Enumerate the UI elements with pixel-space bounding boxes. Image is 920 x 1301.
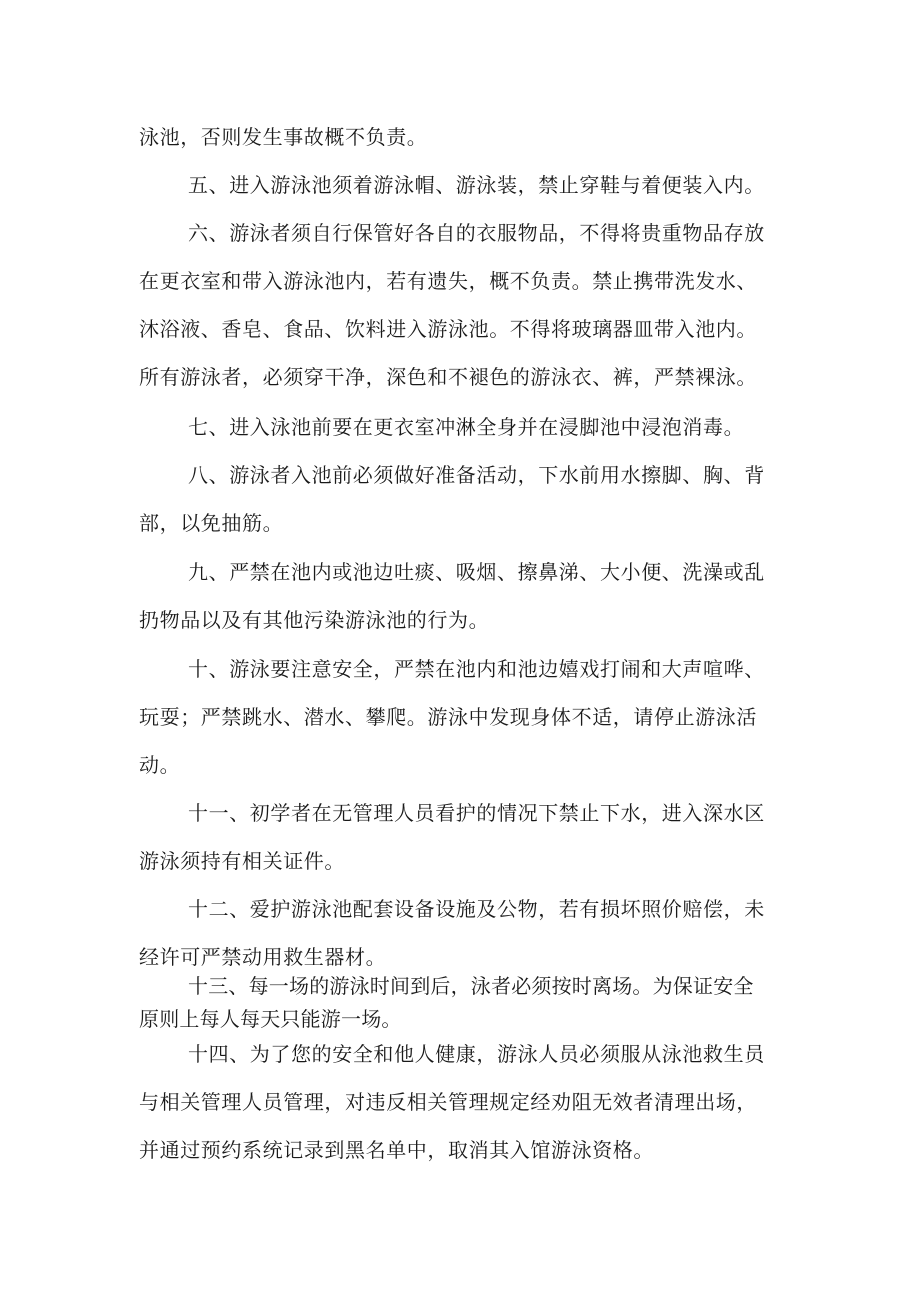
- paragraph-12: [139, 885, 799, 981]
- text-line: 五、进入游泳池须着游泳帽、游泳装，禁止穿鞋与着便装入内。: [188, 173, 765, 197]
- text-line: 玩耍；严禁跳水、潜水、攀爬。游泳中发现身体不适，请停止游泳活: [139, 705, 757, 729]
- paragraph-11: [139, 789, 799, 885]
- paragraph-13: [139, 970, 799, 1036]
- text-line: 沐浴液、香皂、食品、饮料进入游泳池。不得将玻璃器皿带入池内。: [139, 317, 757, 341]
- text-line: 所有游泳者，必须穿干净，深色和不褪色的游泳衣、裤，严禁裸泳。: [139, 365, 757, 389]
- text-line: 十四、为了您的安全和他人健康，游泳人员必须服从泳池救生员: [188, 1042, 765, 1066]
- text-line: 与相关管理人员管理，对违反相关管理规定经劝阻无效者清理出场，: [139, 1090, 757, 1114]
- text-line: 八、游泳者入池前必须做好准备活动，下水前用水擦脚、胸、背: [188, 463, 765, 487]
- paragraph-9: [139, 548, 799, 644]
- text-line: 部，以免抽筋。: [139, 511, 284, 535]
- paragraph-14: [139, 1030, 799, 1174]
- text-line: 十三、每一场的游泳时间到后，泳者必须按时离场。为保证安全: [188, 974, 754, 998]
- text-line: 经许可严禁动用救生器材。: [139, 945, 387, 969]
- text-line: 动。: [139, 753, 181, 777]
- text-line: 在更衣室和带入游泳池内，若有遗失，概不负责。禁止携带洗发水、: [139, 269, 757, 293]
- text-line: 扔物品以及有其他污染游泳池的行为。: [139, 608, 490, 632]
- text-line: 原则上每人每天只能游一场。: [139, 1007, 402, 1031]
- paragraph-4-tail: [139, 113, 799, 161]
- paragraph-10: [139, 645, 799, 789]
- text-line: 并通过预约系统记录到黑名单中，取消其入馆游泳资格。: [139, 1138, 654, 1162]
- paragraph-8: [139, 451, 799, 547]
- paragraph-5: [139, 161, 799, 209]
- text-line: 十二、爱护游泳池配套设备设施及公物，若有损坏照价赔偿，未: [188, 897, 765, 921]
- text-line: 七、进入泳池前要在更衣室冲淋全身并在浸脚池中浸泡消毒。: [188, 415, 745, 439]
- text-line: 泳池，否则发生事故概不负责。: [139, 125, 428, 149]
- text-line: 六、游泳者须自行保管好各自的衣服物品，不得将贵重物品存放: [188, 221, 765, 245]
- text-line: 十、游泳要注意安全，严禁在池内和池边嬉戏打闹和大声喧哗、: [188, 657, 765, 681]
- text-line: 游泳须持有相关证件。: [139, 849, 345, 873]
- text-line: 十一、初学者在无管理人员看护的情况下禁止下水，进入深水区: [188, 801, 765, 825]
- text-line: 九、严禁在池内或池边吐痰、吸烟、擦鼻涕、大小便、洗澡或乱: [188, 560, 765, 584]
- paragraph-7: [139, 403, 799, 451]
- paragraph-6: [139, 209, 799, 401]
